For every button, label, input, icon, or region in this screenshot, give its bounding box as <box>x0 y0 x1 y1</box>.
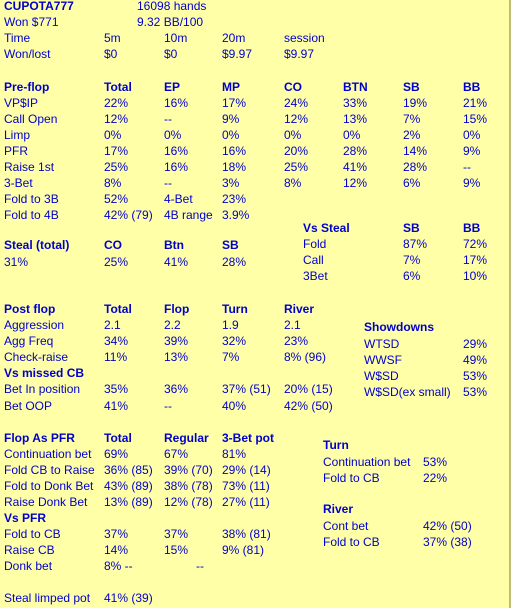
preflop-value: 20% <box>284 144 309 158</box>
showdowns-value: 49% <box>463 353 488 367</box>
vs-pfr-label: Donk bet <box>4 559 53 573</box>
vs-pfr-value: 37% <box>164 527 189 541</box>
flop-pfr-value: 36% (85) <box>104 463 153 477</box>
postflop-row-label: Aggression <box>4 318 65 332</box>
postflop-value: 13% <box>164 350 189 364</box>
fold-to-4b-value: 42% (79) <box>104 208 153 222</box>
postflop-value: 39% <box>164 334 189 348</box>
preflop-value: 16% <box>164 160 189 174</box>
preflop-value: 16% <box>222 144 247 158</box>
time-col: 10m <box>164 31 188 45</box>
flop-pfr-value: 27% (11) <box>222 495 270 509</box>
postflop-title: Post flop <box>4 302 56 316</box>
preflop-row-label: VP$IP <box>4 96 39 110</box>
preflop-row-label: Limp <box>4 128 31 142</box>
steal-value: 25% <box>104 255 129 269</box>
steal-title: Steal (total) <box>4 238 70 252</box>
preflop-row-label: Call Open <box>4 112 58 126</box>
preflop-value: 16% <box>164 144 189 158</box>
river-title: River <box>323 502 354 516</box>
fold-to-3b-label: Fold to 3B <box>4 192 59 206</box>
flop-pfr-col-header: 3-Bet pot <box>222 431 274 445</box>
preflop-value: 14% <box>403 144 428 158</box>
preflop-value: 16% <box>164 96 189 110</box>
vs-steal-value: 6% <box>403 269 421 283</box>
preflop-value: 0% <box>343 128 361 142</box>
postflop-value: 2.2 <box>164 318 181 332</box>
time-label: Time <box>4 31 31 45</box>
vs-missed-cb-value: 37% (51) <box>222 382 271 396</box>
flop-pfr-value: 13% (89) <box>104 495 153 509</box>
vs-missed-cb-value: 35% <box>104 382 129 396</box>
preflop-value: 9% <box>463 176 481 190</box>
preflop-value: 24% <box>284 96 309 110</box>
flop-pfr-value: 12% (78) <box>164 495 213 509</box>
preflop-col-header: BB <box>463 80 481 94</box>
flop-pfr-title: Flop As PFR <box>4 431 75 445</box>
postflop-row-label: Check-raise <box>4 350 69 364</box>
won-amount: Won $771 <box>4 15 59 29</box>
flop-pfr-value: 29% (14) <box>222 463 271 477</box>
preflop-value: 33% <box>343 96 368 110</box>
postflop-value: 23% <box>284 334 309 348</box>
preflop-col-header: MP <box>222 80 240 94</box>
postflop-col-header: Turn <box>222 302 248 316</box>
preflop-col-header: BTN <box>343 80 368 94</box>
flop-pfr-label: Fold CB to Raise <box>4 463 95 477</box>
preflop-value: 12% <box>284 112 309 126</box>
vs-missed-cb-value: 36% <box>164 382 189 396</box>
preflop-value: 15% <box>463 112 488 126</box>
showdowns-value: 53% <box>463 369 488 383</box>
turn-label: Fold to CB <box>323 471 380 485</box>
preflop-value: 0% <box>463 128 481 142</box>
vs-pfr-value: 37% <box>104 527 129 541</box>
preflop-value: 25% <box>104 160 129 174</box>
vs-pfr-title: Vs PFR <box>4 511 47 525</box>
postflop-value: 11% <box>104 350 128 364</box>
wonlost-value: $0 <box>104 47 118 61</box>
preflop-col-header: SB <box>403 80 420 94</box>
steal-limped-label: Steal limped pot <box>4 591 91 605</box>
flop-pfr-value: 69% <box>104 447 129 461</box>
four-bet-label: 4-Bet <box>164 192 193 206</box>
postflop-col-header: Flop <box>164 302 190 316</box>
wonlost-value: $9.97 <box>222 47 253 61</box>
postflop-value: 7% <box>222 350 240 364</box>
postflop-value: 34% <box>104 334 129 348</box>
postflop-col-header: Total <box>104 302 132 316</box>
hands-count: 16098 hands <box>137 0 207 13</box>
postflop-row-label: Agg Freq <box>4 334 54 348</box>
preflop-value: 18% <box>222 160 247 174</box>
vs-steal-value: 7% <box>403 253 421 267</box>
vs-steal-col-header: SB <box>403 221 420 235</box>
preflop-col-header: EP <box>164 80 181 94</box>
showdowns-value: 53% <box>463 385 488 399</box>
bb-per-100: 9.32 BB/100 <box>137 15 204 29</box>
vs-steal-title: Vs Steal <box>303 221 350 235</box>
four-bet-value: 23% <box>222 192 247 206</box>
steal-limped-value: 41% (39) <box>104 591 153 605</box>
preflop-value: 12% <box>343 176 368 190</box>
player-name: CUPOTA777 <box>4 0 74 13</box>
vs-missed-cb-value: 41% <box>104 399 129 413</box>
preflop-value: 19% <box>403 96 428 110</box>
preflop-value: 7% <box>403 112 421 126</box>
preflop-value: 28% <box>343 144 368 158</box>
vs-missed-cb-value: 42% (50) <box>284 399 333 413</box>
vs-missed-cb-title: Vs missed CB <box>4 366 85 380</box>
vs-steal-label: Call <box>303 253 324 267</box>
preflop-value: 8% <box>104 176 122 190</box>
vs-steal-value: 87% <box>403 237 428 251</box>
preflop-title: Pre-flop <box>4 80 50 94</box>
preflop-value: 13% <box>343 112 368 126</box>
wonlost-value: $0 <box>164 47 178 61</box>
preflop-value: 17% <box>222 96 247 110</box>
preflop-value: 25% <box>284 160 309 174</box>
postflop-value: 2.1 <box>104 318 121 332</box>
vs-missed-cb-label: Bet OOP <box>4 399 53 413</box>
flop-pfr-value: 67% <box>164 447 189 461</box>
vs-steal-value: 10% <box>463 269 488 283</box>
time-col: session <box>284 31 325 45</box>
steal-value: 41% <box>164 255 189 269</box>
preflop-value: -- <box>164 176 172 190</box>
turn-title: Turn <box>323 438 349 452</box>
preflop-value: 22% <box>104 96 129 110</box>
flop-pfr-value: 39% (70) <box>164 463 213 477</box>
wonlost-value: $9.97 <box>284 47 315 61</box>
vs-pfr-label: Fold to CB <box>4 527 61 541</box>
turn-value: 22% <box>423 471 448 485</box>
preflop-value: 0% <box>284 128 302 142</box>
vs-steal-label: 3Bet <box>303 269 328 283</box>
steal-col-header: Btn <box>164 238 184 252</box>
preflop-value: 28% <box>403 160 428 174</box>
preflop-value: 17% <box>104 144 129 158</box>
preflop-value: 0% <box>164 128 182 142</box>
vs-missed-cb-value: 20% (15) <box>284 382 333 396</box>
four-bet-range-label: 4B range <box>164 208 213 222</box>
vs-pfr-value: 8% -- <box>104 559 133 573</box>
showdowns-title: Showdowns <box>364 320 434 334</box>
vs-steal-col-header: BB <box>463 221 481 235</box>
river-label: Fold to CB <box>323 535 380 549</box>
flop-pfr-label: Fold to Donk Bet <box>4 479 94 493</box>
showdowns-label: W$SD <box>364 369 399 383</box>
flop-pfr-value: 38% (78) <box>164 479 213 493</box>
flop-pfr-label: Continuation bet <box>4 447 92 461</box>
vs-steal-label: Fold <box>303 237 327 251</box>
preflop-row-label: PFR <box>4 144 28 158</box>
showdowns-label: WTSD <box>364 337 400 351</box>
showdowns-label: W$SD(ex small) <box>364 385 451 399</box>
flop-pfr-col-header: Regular <box>164 431 209 445</box>
preflop-col-header: Total <box>104 80 132 94</box>
preflop-value: 6% <box>403 176 421 190</box>
vs-steal-value: 17% <box>463 253 488 267</box>
flop-pfr-value: 43% (89) <box>104 479 153 493</box>
turn-label: Continuation bet <box>323 455 411 469</box>
postflop-value: 8% (96) <box>284 350 327 364</box>
preflop-value: 21% <box>463 96 488 110</box>
flop-pfr-col-header: Total <box>104 431 132 445</box>
vs-pfr-value: 9% (81) <box>222 543 265 557</box>
flop-pfr-label: Raise Donk Bet <box>4 495 88 509</box>
wonlost-label: Won/lost <box>4 47 51 61</box>
showdowns-label: WWSF <box>364 353 402 367</box>
vs-pfr-value: 38% (81) <box>222 527 271 541</box>
vs-missed-cb-label: Bet In position <box>4 382 81 396</box>
steal-total-value: 31% <box>4 255 29 269</box>
time-col: 20m <box>222 31 246 45</box>
flop-pfr-value: 81% <box>222 447 247 461</box>
vs-pfr-value: 14% <box>104 543 129 557</box>
postflop-col-header: River <box>284 302 315 316</box>
preflop-value: 9% <box>463 144 481 158</box>
river-value: 42% (50) <box>423 519 472 533</box>
steal-col-header: CO <box>104 238 122 252</box>
fold-to-3b-value: 52% <box>104 192 129 206</box>
river-value: 37% (38) <box>423 535 472 549</box>
preflop-value: -- <box>164 112 172 126</box>
fold-to-4b-label: Fold to 4B <box>4 208 59 222</box>
postflop-value: 32% <box>222 334 247 348</box>
showdowns-value: 29% <box>463 337 488 351</box>
preflop-col-header: CO <box>284 80 302 94</box>
postflop-value: 1.9 <box>222 318 239 332</box>
vs-pfr-value: 15% <box>164 543 189 557</box>
postflop-value: 2.1 <box>284 318 301 332</box>
vs-missed-cb-value: -- <box>164 399 172 413</box>
vs-missed-cb-value: 40% <box>222 399 247 413</box>
preflop-value: 9% <box>222 112 240 126</box>
preflop-value: 0% <box>222 128 240 142</box>
preflop-value: 3% <box>222 176 240 190</box>
river-label: Cont bet <box>323 519 369 533</box>
time-col: 5m <box>104 31 121 45</box>
preflop-value: 41% <box>343 160 368 174</box>
preflop-value: 8% <box>284 176 302 190</box>
preflop-row-label: 3-Bet <box>4 176 33 190</box>
preflop-value: 2% <box>403 128 421 142</box>
steal-col-header: SB <box>222 238 239 252</box>
four-bet-range-value: 3.9% <box>222 208 250 222</box>
preflop-value: 0% <box>104 128 122 142</box>
vs-pfr-value: -- <box>196 559 204 573</box>
preflop-row-label: Raise 1st <box>4 160 55 174</box>
flop-pfr-value: 73% (11) <box>222 479 270 493</box>
turn-value: 53% <box>423 455 448 469</box>
vs-pfr-label: Raise CB <box>4 543 55 557</box>
steal-value: 28% <box>222 255 247 269</box>
preflop-value: 12% <box>104 112 129 126</box>
preflop-value: -- <box>463 160 471 174</box>
vs-steal-value: 72% <box>463 237 488 251</box>
